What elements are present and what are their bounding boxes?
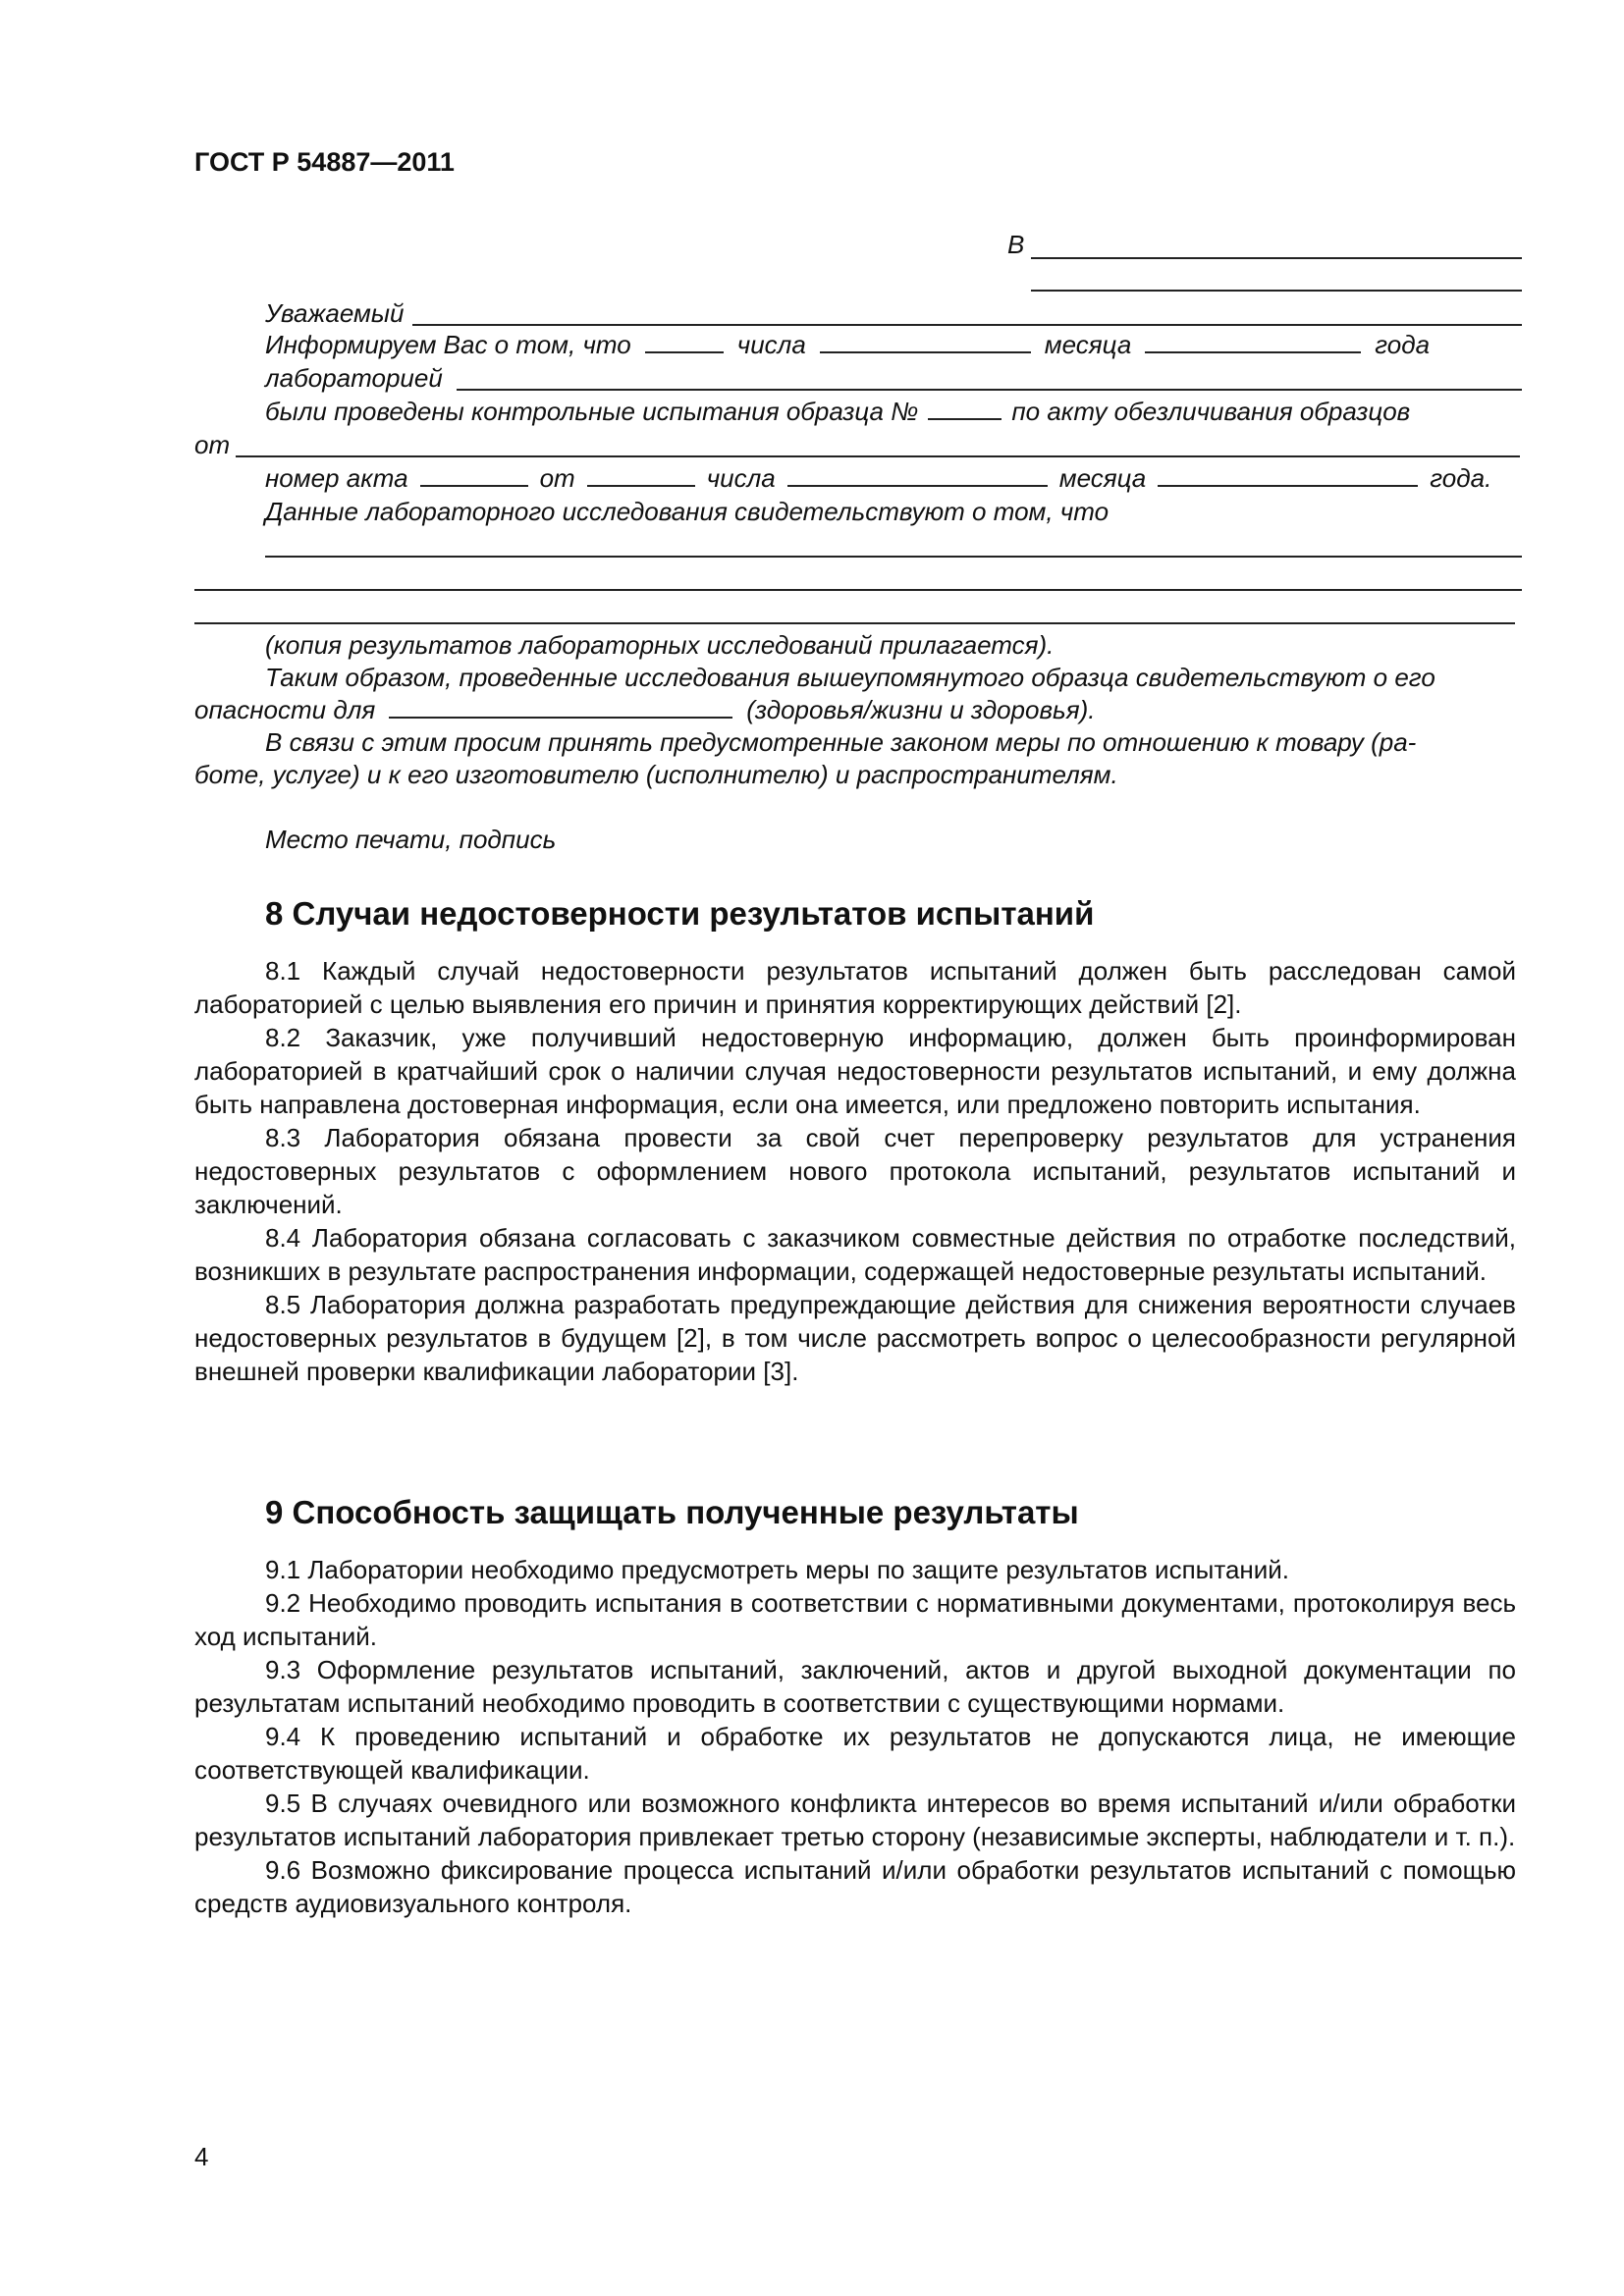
from-line [236,455,1520,457]
request-line-2: боте, услуге) и к его изготовителю (исполнителю) и распространителям. [194,760,1118,789]
inform-text: Информируем Вас о том, что [265,330,631,359]
para-9-5: 9.5 В случаях очевидного или возможного конфликта интересов во время испытаний и/или обработки результатов испытаний лаборатория привлекает третью сторону (независимые эксперты, наблюдатели и т. п.). [194,1789,1516,1851]
from-label: от [194,430,231,459]
act-row [265,461,1491,495]
request-line-1: В связи с этим просим принять предусмотренные законом меры по отношению к товару (ра- [265,727,1417,757]
act-from-blank [587,461,695,487]
findings-line-2 [194,589,1522,591]
conducted-row [265,395,1410,428]
para-8-3: 8.3 Лаборатория обязана провести за свой счет перепроверку результатов для устранения недостоверных результатов с оформлением нового протокола испытаний, результатов испытаний и заключений. [194,1123,1516,1219]
para-8-5: 8.5 Лаборатория должна разработать предупреждающие действия для снижения вероятности случаев недостоверных результатов в будущем [2], в том числе рассмотреть вопрос о целесообразности регулярной внешней проверки квалификации лаборатории [3]. [194,1290,1516,1386]
para-9-1: 9.1 Лаборатории необходимо предусмотреть меры по защите результатов испытаний. [265,1555,1290,1584]
addressee-line-2 [1031,290,1522,292]
para-9-2: 9.2 Необходимо проводить испытания в соответствии с нормативными документами, протоколируя весь ход испытаний. [194,1588,1516,1651]
section-9-body [194,1553,1516,1920]
page-number: 4 [194,2142,209,2171]
section-8-title: 8 Случаи недостоверности результатов испытаний [265,895,1095,932]
by-act-text: по акту обезличивания образцов [1011,397,1411,426]
act-from-label: от [539,463,575,493]
act-month-label: месяца [1058,463,1147,493]
danger-row [194,693,1096,726]
letter-to-label: В [1007,230,1025,259]
stamp-signature: Место печати, подпись [265,825,557,854]
inform-row [265,328,1430,361]
act-day-label: числа [706,463,776,493]
act-year-label: года. [1430,463,1492,493]
section-9-title: 9 Способность защищать полученные результаты [265,1494,1079,1530]
dear-line [412,324,1522,326]
thus-text: Таким образом, проведенные исследования вышеупомянутого образца свидетельствуют о его [265,663,1435,692]
para-9-6: 9.6 Возможно фиксирование процесса испытаний и/или обработки результатов испытаний с помощью средств аудиовизуального контроля. [194,1855,1516,1918]
lab-label: лабораторией [265,363,443,393]
findings-line-1 [265,556,1522,558]
para-8-1: 8.1 Каждый случай недостоверности результатов испытаний должен быть расследован самой лабораторией с целью выявления его причин и принятия корректирующих действий [2]. [194,956,1516,1019]
act-no-blank [420,461,528,487]
findings-line-3 [194,622,1515,624]
day-label: числа [736,330,806,359]
copy-note: (копия результатов лабораторных исследований прилагается). [265,630,1055,660]
sample-no-blank [928,395,1001,420]
conducted-text: были проведены контрольные испытания образца № [265,397,919,426]
day-value-blank [820,328,1031,353]
year-label: года [1375,330,1431,359]
addressee-line-1 [1031,257,1522,259]
month-label: месяца [1044,330,1132,359]
data-intro-text: Данные лабораторного исследования свидетельствуют о том, что [265,497,1110,526]
act-no-label: номер акта [265,463,408,493]
day-blank [645,328,724,353]
month-value-blank [1145,328,1361,353]
para-8-4: 8.4 Лаборатория обязана согласовать с заказчиком совместные действия по отработке последствий, возникших в результате распространения информации, содержащей недостоверные результаты испытаний. [194,1223,1516,1286]
dear-label: Уважаемый [265,298,405,328]
danger-label: опасности для [194,695,376,724]
para-9-4: 9.4 К проведению испытаний и обработке их результатов не допускаются лица, не имеющие соответствующей квалификации. [194,1722,1516,1785]
act-day-blank [787,461,1048,487]
act-month-blank [1158,461,1418,487]
para-9-3: 9.3 Оформление результатов испытаний, заключений, актов и другой выходной документации по результатам испытаний необходимо проводить в соответствии с существующими нормами. [194,1655,1516,1718]
lab-line [457,389,1522,391]
para-8-2: 8.2 Заказчик, уже получивший недостоверную информацию, должен быть проинформирован лабораторией в кратчайший срок о наличии случая недостоверности результатов испытаний, и ему должна быть направлена достоверная информация, если она имеется, или предложено повторить испытания. [194,1023,1516,1119]
section-8-body [194,954,1516,1388]
health-text: (здоровья/жизни и здоровья). [746,695,1096,724]
danger-blank [389,693,732,719]
document-header: ГОСТ Р 54887—2011 [194,147,455,177]
